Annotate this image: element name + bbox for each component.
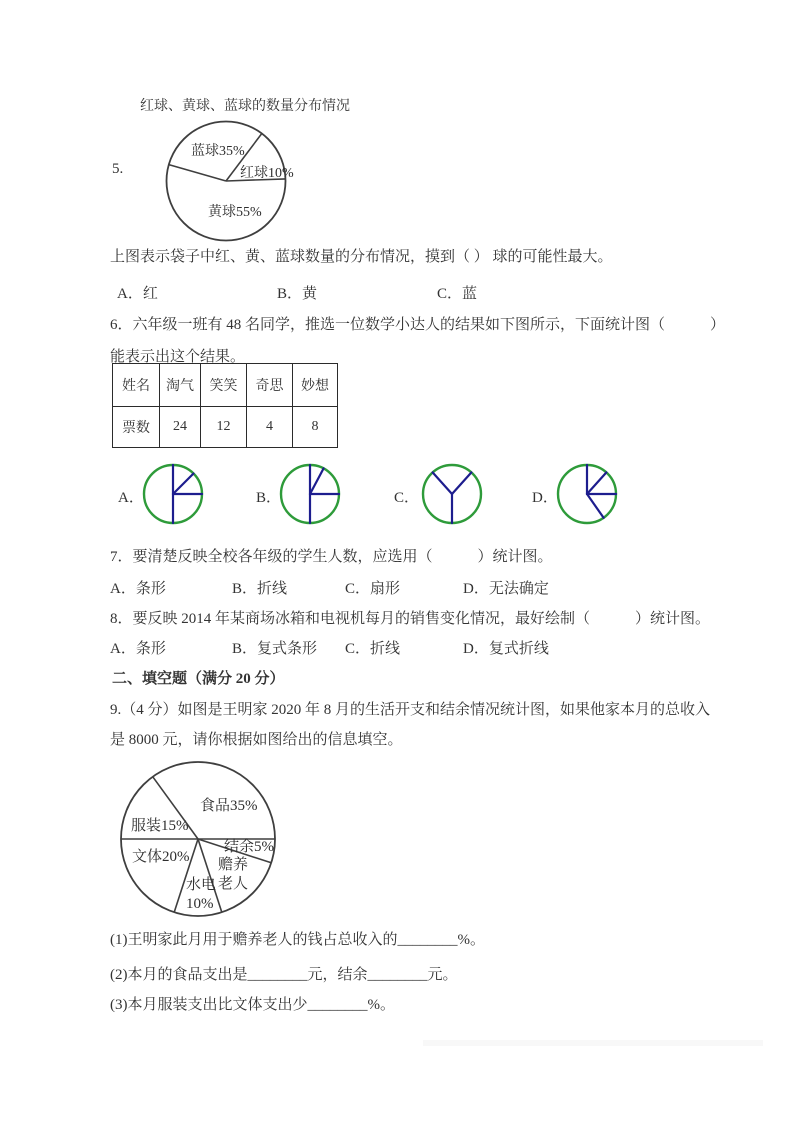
table-cell: 8 [293, 407, 338, 448]
table-row [113, 364, 338, 407]
q8-option-c: C．折线 [345, 641, 401, 657]
q9-blank-2: (2)本月的食品支出是________元，结余________元。 [110, 967, 458, 983]
section2-title: 二、填空题（满分 20 分） [112, 671, 285, 687]
q9-slice-label-utility-line1: 水电 [186, 877, 217, 893]
table-cell: 奇思 [247, 364, 293, 407]
q8-question: 8．要反映 2014 年某商场冰箱和电视机每月的销售变化情况，最好绘制（ ）统计图。 [110, 611, 711, 627]
table-cell: 票数 [113, 407, 160, 448]
table-cell: 12 [201, 407, 247, 448]
q7-option-d: D．无法确定 [463, 581, 549, 597]
q9-blank-1: (1)王明家此月用于赡养老人的钱占总收入的________%。 [110, 932, 485, 948]
q5-slice-label-yellow: 黄球55% [208, 205, 262, 220]
q6-option-letter-c: C． [394, 490, 420, 506]
table-row [113, 407, 338, 448]
table-cell: 4 [247, 407, 293, 448]
q7-option-c: C．扇形 [345, 581, 401, 597]
q9-slice-label-culture: 文体20% [132, 849, 190, 865]
q9-question-line1: 9.（4 分）如图是王明家 2020 年 8 月的生活开支和结余情况统计图，如果他家本月的总收入 [110, 702, 711, 718]
q9-slice-label-elder [218, 856, 248, 894]
q8-option-b: B．复式条形 [232, 641, 318, 657]
q9-slice-label-clothing: 服装15% [131, 818, 189, 834]
q8-option-a: A．条形 [110, 641, 166, 657]
q5-option-a: A．红 [117, 286, 158, 302]
q9-slice-label-elder-line1: 赡养 [218, 857, 249, 873]
q9-slice-label-food: 食品35% [200, 798, 258, 814]
q8-option-d: D．复式折线 [463, 641, 549, 657]
q9-blank-3: (3)本月服装支出比文体支出少________%。 [110, 997, 395, 1013]
q6-option-letter-a: A． [118, 490, 144, 506]
q5-slice-label-red: 红球10% [240, 166, 294, 181]
table-cell: 笑笑 [201, 364, 247, 407]
q6-vote-table [112, 363, 338, 448]
q6-option-letter-d: D． [532, 490, 558, 506]
q6-option-c-pie-chart [420, 462, 484, 526]
q5-question: 上图表示袋子中红、黄、蓝球数量的分布情况，摸到（ ） 球的可能性最大。 [110, 249, 613, 265]
table-cell: 淘气 [160, 364, 201, 407]
table-cell: 姓名 [113, 364, 160, 407]
q7-question: 7．要清楚反映全校各年级的学生人数，应选用（ ）统计图。 [110, 549, 553, 565]
q5-option-b: B．黄 [277, 286, 318, 302]
q7-option-b: B．折线 [232, 581, 288, 597]
q9-slice-label-utility-line2: 10% [186, 896, 214, 912]
footer-highlight-bar [423, 1040, 763, 1046]
q9-slice-label-balance: 结余5% [224, 839, 274, 855]
q6-question-line1: 6．六年级一班有 48 名同学，推选一位数学小达人的结果如下图所示，下面统计图（ ） [110, 317, 726, 333]
q6-option-a-pie-chart [141, 462, 205, 526]
q5-chart-title: 红球、黄球、蓝球的数量分布情况 [140, 99, 350, 114]
q6-option-letter-b: B． [256, 490, 282, 506]
q6-option-d-pie-chart [555, 462, 619, 526]
q9-slice-label-utility [186, 876, 216, 914]
q6-question-line2: 能表示出这个结果。 [110, 349, 246, 365]
q6-option-b-pie-chart [278, 462, 342, 526]
table-cell: 24 [160, 407, 201, 448]
q5-number: 5. [112, 161, 124, 177]
q5-option-c: C．蓝 [437, 286, 478, 302]
q5-slice-label-blue: 蓝球35% [191, 144, 245, 159]
q9-slice-label-elder-line2: 老人 [218, 876, 249, 892]
q7-option-a: A．条形 [110, 581, 166, 597]
table-cell: 妙想 [293, 364, 338, 407]
q9-question-line2: 是 8000 元，请你根据如图给出的信息填空。 [110, 732, 403, 748]
